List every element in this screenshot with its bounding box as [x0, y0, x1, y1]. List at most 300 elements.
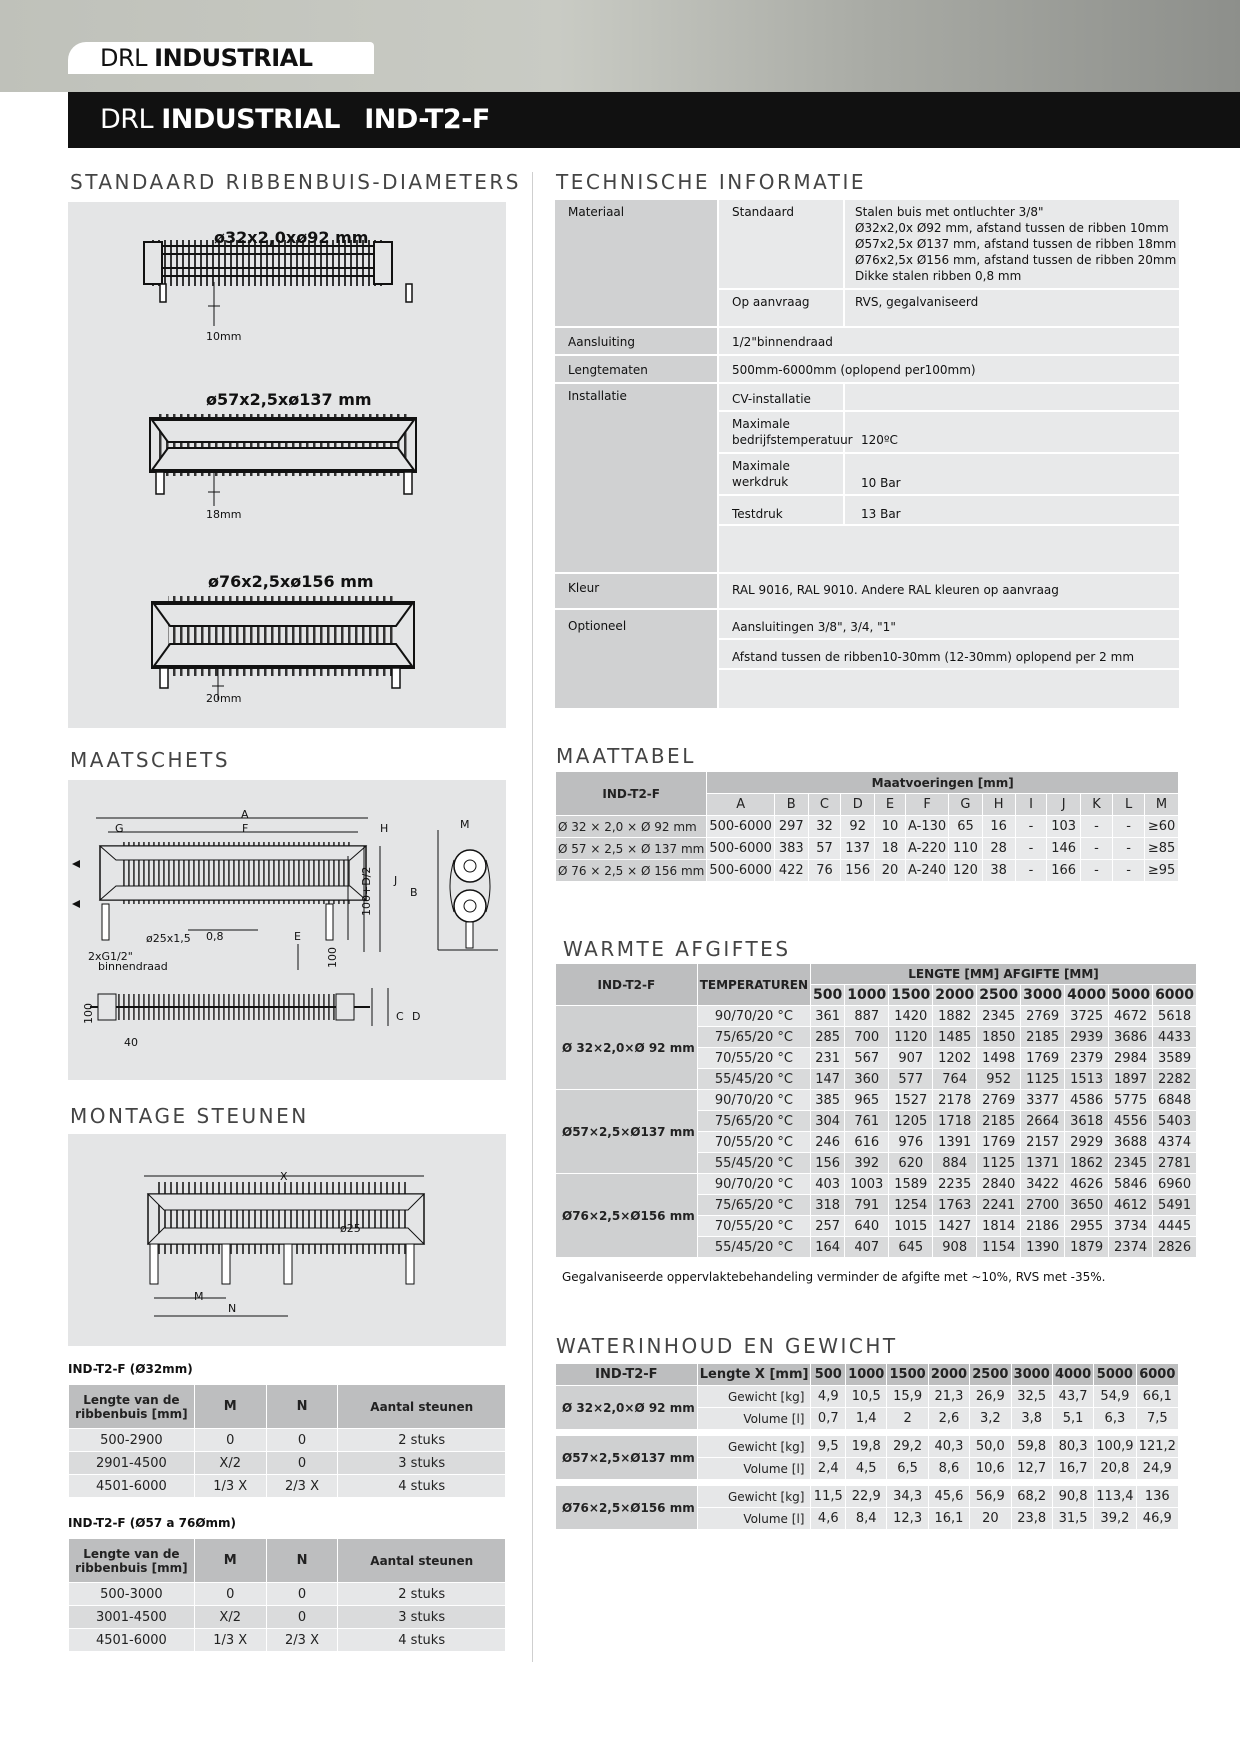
sketch-label-d2: 100+D/2 [360, 866, 373, 916]
water-gewicht-cell: 56,9 [970, 1486, 1011, 1508]
warmte-temp: 75/65/20 °C [697, 1111, 810, 1132]
warmte-cell: 1205 [889, 1111, 933, 1132]
water-volume-cell: 23,8 [1011, 1508, 1052, 1530]
warmte-cell: 2826 [1153, 1237, 1197, 1258]
tech-standaard-line-3: Ø57x2,5x Ø137 mm, afstand tussen de ribben 18mm [855, 237, 1177, 251]
warmte-cell: 3422 [1021, 1174, 1065, 1195]
warmte-cell: 1850 [977, 1027, 1021, 1048]
maattabel-col-header: J [1047, 794, 1081, 816]
maattabel-cell: ≥85 [1145, 838, 1179, 860]
radiator-57-drawing [150, 414, 416, 506]
table-row [556, 860, 1179, 882]
maattabel-col-header: G [949, 794, 983, 816]
warmte-cell: 700 [845, 1027, 889, 1048]
steunen-2-header-aantal: Aantal steunen [338, 1539, 506, 1583]
warmte-cell: 246 [811, 1132, 845, 1153]
sketch-label-08: 0,8 [206, 930, 224, 943]
maattabel-cell: 383 [774, 838, 808, 860]
warmte-cell: 2186 [1021, 1216, 1065, 1237]
maattabel-cell: 103 [1047, 816, 1081, 838]
tech-standaard-line-2: Ø32x2,0x Ø92 mm, afstand tussen de ribben 10mm [855, 221, 1169, 235]
table-row: 3001-4500 X/2 0 3 stuks [69, 1606, 506, 1629]
water-length-header: 1500 [887, 1364, 928, 1386]
warmte-cell: 4626 [1065, 1174, 1109, 1195]
montage-panel [68, 1134, 506, 1346]
maattabel-cell: 16 [982, 816, 1015, 838]
table-row [556, 1486, 1179, 1508]
warmte-cell: 1015 [889, 1216, 933, 1237]
warmte-cell: 2345 [977, 1006, 1021, 1027]
diameter-spacing-1: 10mm [206, 330, 242, 343]
sketch-label-100b: 100 [82, 1003, 95, 1024]
water-volume-cell: 3,8 [1011, 1408, 1052, 1430]
maattabel-cell: - [1015, 816, 1047, 838]
table-row: 500-2900 0 0 2 stuks [69, 1429, 506, 1452]
table-row [556, 838, 1179, 860]
warmte-note: Gegalvaniseerde oppervlaktebehandeling verminder de afgifte met ~10%, RVS met -35%. [562, 1270, 1106, 1284]
warmte-cell: 385 [811, 1090, 845, 1111]
water-length-header: Lengte X [mm] [697, 1364, 811, 1386]
water-volume-cell: 4,5 [846, 1458, 887, 1480]
warmte-cell: 1420 [889, 1006, 933, 1027]
warmte-cell: 1814 [977, 1216, 1021, 1237]
sketch-label-a: A [241, 808, 249, 821]
water-gewicht-label: Gewicht [kg] [697, 1436, 811, 1458]
warmte-temp: 90/70/20 °C [697, 1090, 810, 1111]
water-volume-cell: 3,2 [970, 1408, 1011, 1430]
maattabel-cell: 92 [841, 816, 875, 838]
maattabel-cell: - [1015, 860, 1047, 882]
warmte-model: IND-T2-F [556, 964, 698, 1006]
sketch-drawing [68, 780, 506, 1080]
warmte-length-header: 5000 [1109, 985, 1153, 1006]
sketch-label-e25: ø25x1,5 [146, 932, 191, 945]
water-gewicht-cell: 15,9 [887, 1386, 928, 1408]
sketch-label-100: 100 [326, 947, 339, 968]
water-gewicht-cell: 45,6 [928, 1486, 969, 1508]
section-title-sketch: MAATSCHETS [70, 748, 231, 772]
tech-label-standaard: Standaard [732, 205, 794, 219]
maattabel-cell: 20 [875, 860, 906, 882]
water-gewicht-cell: 59,8 [1011, 1436, 1052, 1458]
table-row: 4501-6000 1/3 X 2/3 X 4 stuks [69, 1475, 506, 1498]
warmte-cell: 1391 [933, 1132, 977, 1153]
steunen-1-header-aantal: Aantal steunen [338, 1385, 506, 1429]
water-length-header: 2000 [928, 1364, 969, 1386]
maattabel-row-label: Ø 76 × 2,5 × Ø 156 mm [556, 860, 707, 882]
warmte-cell: 2374 [1109, 1237, 1153, 1258]
warmte-temp: 70/55/20 °C [697, 1216, 810, 1237]
warmte-cell: 620 [889, 1153, 933, 1174]
water-gewicht-cell: 19,8 [846, 1436, 887, 1458]
section-title-diameters: STANDAARD RIBBENBUIS-DIAMETERS [70, 170, 521, 194]
warmte-cell: 1485 [933, 1027, 977, 1048]
diameter-caption-2: ø57x2,5xø137 mm [206, 390, 372, 409]
tech-label-op-aanvraag: Op aanvraag [732, 295, 810, 309]
water-volume-cell: 8,4 [846, 1508, 887, 1530]
maattabel-cell: 57 [808, 838, 841, 860]
warmte-temp: 55/45/20 °C [697, 1237, 810, 1258]
warmte-cell: 5846 [1109, 1174, 1153, 1195]
section-title-montage: MONTAGE STEUNEN [70, 1104, 309, 1128]
warmte-cell: 616 [845, 1132, 889, 1153]
water-gewicht-cell: 136 [1136, 1486, 1178, 1508]
tech-label-maxdruk-1: Maximale [732, 459, 790, 473]
warmte-cell: 6960 [1153, 1174, 1197, 1195]
warmte-temp: 75/65/20 °C [697, 1027, 810, 1048]
warmte-cell: 4556 [1109, 1111, 1153, 1132]
water-volume-cell: 46,9 [1136, 1508, 1178, 1530]
header-bar-title: DRL INDUSTRIAL IND-T2-F [100, 104, 490, 135]
warmte-cell: 567 [845, 1048, 889, 1069]
warmte-cell: 1769 [977, 1132, 1021, 1153]
steunen-1-header-m: M [194, 1385, 266, 1429]
maattabel-cell: A-130 [906, 816, 949, 838]
radiator-76-drawing [152, 596, 414, 700]
diameters-panel [68, 202, 506, 728]
water-volume-cell: 0,7 [811, 1408, 846, 1430]
section-title-maattabel: MAATTABEL [556, 744, 696, 768]
water-volume-cell: 20,8 [1094, 1458, 1136, 1480]
sketch-label-conn1: 2xG1/2" [88, 950, 133, 963]
maattabel-cell: 422 [774, 860, 808, 882]
warmte-cell: 1003 [845, 1174, 889, 1195]
maattabel-cell: 65 [949, 816, 983, 838]
steunen-2-header-n: N [266, 1539, 338, 1583]
warmte-cell: 1718 [933, 1111, 977, 1132]
warmte-cell: 2929 [1065, 1132, 1109, 1153]
water-volume-cell: 12,3 [887, 1508, 928, 1530]
warmte-group-label: Ø57×2,5×Ø137 mm [556, 1090, 698, 1174]
maattabel-cell: ≥95 [1145, 860, 1179, 882]
maattabel-cell: 38 [982, 860, 1015, 882]
tech-standaard-line-4: Ø76x2,5x Ø156 mm, afstand tussen de ribben 20mm [855, 253, 1177, 267]
sketch-label-b: B [410, 886, 418, 899]
water-volume-cell: 20 [970, 1508, 1011, 1530]
column-divider [532, 172, 533, 1662]
montage-label-m: M [194, 1290, 204, 1303]
warmte-cell: 908 [933, 1237, 977, 1258]
maattabel-cell: 500-6000 [707, 838, 775, 860]
water-table [555, 1363, 1179, 1530]
warmte-temp: 90/70/20 °C [697, 1006, 810, 1027]
steunen-2-header-m: M [194, 1539, 266, 1583]
warmte-cell: 5618 [1153, 1006, 1197, 1027]
section-title-warmte: WARMTE AFGIFTES [563, 937, 791, 961]
tech-value-maxtemp: 120ºC [861, 433, 898, 447]
warmte-cell: 318 [811, 1195, 845, 1216]
header-tab-brand: DRL INDUSTRIAL [100, 44, 313, 72]
warmte-cell: 1769 [1021, 1048, 1065, 1069]
tech-label-optioneel: Optioneel [568, 619, 627, 633]
warmte-cell: 2178 [933, 1090, 977, 1111]
warmte-cell: 3650 [1065, 1195, 1109, 1216]
warmte-cell: 361 [811, 1006, 845, 1027]
water-volume-cell: 39,2 [1094, 1508, 1136, 1530]
water-gewicht-cell: 11,5 [811, 1486, 846, 1508]
water-volume-cell: 6,3 [1094, 1408, 1136, 1430]
water-gewicht-cell: 9,5 [811, 1436, 846, 1458]
tech-value-maxdruk: 10 Bar [861, 476, 901, 490]
warmte-cell: 2185 [977, 1111, 1021, 1132]
water-gewicht-cell: 21,3 [928, 1386, 969, 1408]
warmte-cell: 1862 [1065, 1153, 1109, 1174]
water-volume-cell: 5,1 [1052, 1408, 1093, 1430]
diameter-caption-1: ø32x2,0xø92 mm [214, 228, 369, 247]
maattabel-cell: - [1080, 816, 1112, 838]
water-gewicht-cell: 113,4 [1094, 1486, 1136, 1508]
warmte-cell: 3589 [1153, 1048, 1197, 1069]
maattabel-cell: - [1080, 838, 1112, 860]
tech-label-maxdruk-2: werkdruk [732, 475, 789, 489]
water-gewicht-cell: 80,3 [1052, 1436, 1093, 1458]
table-row: 2901-4500 X/2 0 3 stuks [69, 1452, 506, 1475]
warmte-cell: 4586 [1065, 1090, 1109, 1111]
warmte-cell: 1371 [1021, 1153, 1065, 1174]
warmte-cell: 577 [889, 1069, 933, 1090]
maattabel-cell: A-220 [906, 838, 949, 860]
table-row [556, 816, 1179, 838]
warmte-cell: 1763 [933, 1195, 977, 1216]
warmte-cell: 2241 [977, 1195, 1021, 1216]
tech-label-testdruk: Testdruk [732, 507, 783, 521]
water-group-label: Ø57×2,5×Ø137 mm [556, 1436, 698, 1480]
tech-value-kleur: RAL 9016, RAL 9010. Andere RAL kleuren op aanvraag [732, 583, 1059, 597]
warmte-cell: 1125 [1021, 1069, 1065, 1090]
warmte-cell: 2185 [1021, 1027, 1065, 1048]
water-group-label: Ø76×2,5×Ø156 mm [556, 1486, 698, 1530]
diameters-drawings [68, 202, 506, 728]
warmte-temp: 75/65/20 °C [697, 1195, 810, 1216]
table-row [556, 1006, 1197, 1027]
warmte-length-header: 4000 [1065, 985, 1109, 1006]
water-volume-cell: 2 [887, 1408, 928, 1430]
radiator-32-drawing [144, 240, 412, 326]
warmte-temp: 70/55/20 °C [697, 1048, 810, 1069]
steunen-table-2 [68, 1538, 506, 1652]
warmte-cell: 1254 [889, 1195, 933, 1216]
water-volume-cell: 24,9 [1136, 1458, 1178, 1480]
sketch-label-c: C [396, 1010, 404, 1023]
section-title-technical: TECHNISCHE INFORMATIE [556, 170, 867, 194]
warmte-length-header: 1000 [845, 985, 889, 1006]
maattabel-cell: - [1080, 860, 1112, 882]
warmte-length-header: 2000 [933, 985, 977, 1006]
maattabel-row-label: Ø 32 × 2,0 × Ø 92 mm [556, 816, 707, 838]
warmte-cell: 1390 [1021, 1237, 1065, 1258]
tech-standaard-line-5: Dikke stalen ribben 0,8 mm [855, 269, 1022, 283]
table-row [556, 1436, 1179, 1458]
water-volume-label: Volume [l] [697, 1408, 811, 1430]
maattabel-col-header: I [1015, 794, 1047, 816]
warmte-cell: 2700 [1021, 1195, 1065, 1216]
maattabel-cell: ≥60 [1145, 816, 1179, 838]
montage-label-x: X [280, 1170, 288, 1183]
warmte-temp: 55/45/20 °C [697, 1153, 810, 1174]
section-title-water: WATERINHOUD EN GEWICHT [556, 1334, 898, 1358]
warmte-cell: 407 [845, 1237, 889, 1258]
warmte-cell: 3734 [1109, 1216, 1153, 1237]
water-gewicht-label: Gewicht [kg] [697, 1386, 811, 1408]
maattabel-col-header: E [875, 794, 906, 816]
warmte-group-header: LENGTE [MM] AFGIFTE [MM] [811, 964, 1197, 985]
water-length-header: 1000 [846, 1364, 887, 1386]
water-volume-cell: 2,6 [928, 1408, 969, 1430]
tech-label-maxtemp-2: bedrijfstemperatuur [732, 433, 853, 447]
maattabel-cell: 110 [949, 838, 983, 860]
warmte-temp: 90/70/20 °C [697, 1174, 810, 1195]
warmte-cell: 2157 [1021, 1132, 1065, 1153]
maattabel-col-header: B [774, 794, 808, 816]
maattabel-cell: 28 [982, 838, 1015, 860]
warmte-cell: 764 [933, 1069, 977, 1090]
maattabel-cell: 297 [774, 816, 808, 838]
technical-table [555, 200, 1179, 708]
water-length-header: 500 [811, 1364, 846, 1386]
tech-value-testdruk: 13 Bar [861, 507, 901, 521]
warmte-cell: 3686 [1109, 1027, 1153, 1048]
water-gewicht-label: Gewicht [kg] [697, 1486, 811, 1508]
warmte-cell: 976 [889, 1132, 933, 1153]
water-volume-label: Volume [l] [697, 1458, 811, 1480]
warmte-length-header: 2500 [977, 985, 1021, 1006]
warmte-group-label: Ø 32×2,0×Ø 92 mm [556, 1006, 698, 1090]
warmte-cell: 645 [889, 1237, 933, 1258]
maattabel-cell: - [1113, 838, 1145, 860]
table-row [556, 1090, 1197, 1111]
water-gewicht-cell: 100,9 [1094, 1436, 1136, 1458]
water-volume-cell: 16,1 [928, 1508, 969, 1530]
table-row: 4501-6000 1/3 X 2/3 X 4 stuks [69, 1629, 506, 1652]
water-gewicht-cell: 22,9 [846, 1486, 887, 1508]
table-row [556, 1386, 1179, 1408]
sketch-label-f: F [242, 822, 249, 835]
diameter-spacing-3: 20mm [206, 692, 242, 705]
water-volume-cell: 1,4 [846, 1408, 887, 1430]
warmte-cell: 4374 [1153, 1132, 1197, 1153]
warmte-cell: 2939 [1065, 1027, 1109, 1048]
warmte-cell: 2769 [977, 1090, 1021, 1111]
warmte-cell: 952 [977, 1069, 1021, 1090]
water-gewicht-cell: 29,2 [887, 1436, 928, 1458]
tech-value-aansluiting: 1/2"binnendraad [732, 335, 833, 349]
montage-label-d25: ø25 [340, 1222, 361, 1235]
warmte-temp: 55/45/20 °C [697, 1069, 810, 1090]
water-gewicht-cell: 32,5 [1011, 1386, 1052, 1408]
tech-value-optioneel-1: Aansluitingen 3/8", 3/4, "1" [732, 620, 896, 634]
sketch-label-m: M [460, 818, 470, 831]
warmte-cell: 3618 [1065, 1111, 1109, 1132]
maattabel-col-header: F [906, 794, 949, 816]
water-length-header: 6000 [1136, 1364, 1178, 1386]
warmte-cell: 4433 [1153, 1027, 1197, 1048]
warmte-cell: 285 [811, 1027, 845, 1048]
water-gewicht-cell: 50,0 [970, 1436, 1011, 1458]
sketch-label-conn2: binnendraad [98, 960, 168, 973]
maattabel-group-header: Maatvoeringen [mm] [707, 772, 1179, 794]
warmte-temp-header: TEMPERATUREN [697, 964, 810, 1006]
warmte-cell: 884 [933, 1153, 977, 1174]
maattabel-cell: 120 [949, 860, 983, 882]
warmte-cell: 640 [845, 1216, 889, 1237]
water-volume-cell: 8,6 [928, 1458, 969, 1480]
maattabel-cell: 500-6000 [707, 816, 775, 838]
maattabel-cell: 146 [1047, 838, 1081, 860]
maattabel-cell: 137 [841, 838, 875, 860]
tech-label-kleur: Kleur [568, 581, 600, 595]
warmte-cell: 2769 [1021, 1006, 1065, 1027]
water-volume-label: Volume [l] [697, 1508, 811, 1530]
maattabel-cell: - [1113, 816, 1145, 838]
warmte-cell: 761 [845, 1111, 889, 1132]
warmte-cell: 1202 [933, 1048, 977, 1069]
warmte-cell: 2235 [933, 1174, 977, 1195]
warmte-cell: 1125 [977, 1153, 1021, 1174]
maattabel-col-header: K [1080, 794, 1112, 816]
warmte-cell: 403 [811, 1174, 845, 1195]
steunen-caption-1: IND-T2-F (Ø32mm) [68, 1362, 193, 1376]
water-gewicht-cell: 10,5 [846, 1386, 887, 1408]
warmte-cell: 3688 [1109, 1132, 1153, 1153]
tech-value-lengtematen: 500mm-6000mm (oplopend per100mm) [732, 363, 976, 377]
warmte-cell: 2379 [1065, 1048, 1109, 1069]
warmte-cell: 3377 [1021, 1090, 1065, 1111]
warmte-cell: 4612 [1109, 1195, 1153, 1216]
sketch-label-e: E [294, 930, 301, 943]
water-gewicht-cell: 4,9 [811, 1386, 846, 1408]
steunen-1-header-length: Lengte van de ribbenbuis [mm] [69, 1385, 195, 1429]
sketch-label-g: G [115, 822, 124, 835]
water-length-header: 4000 [1052, 1364, 1093, 1386]
tech-label-cv: CV-installatie [732, 392, 811, 406]
warmte-cell: 156 [811, 1153, 845, 1174]
maattabel-model: IND-T2-F [556, 772, 707, 816]
warmte-table [555, 963, 1197, 1258]
water-volume-cell: 6,5 [887, 1458, 928, 1480]
montage-drawing [68, 1134, 506, 1346]
steunen-table-1 [68, 1384, 506, 1498]
water-volume-cell: 7,5 [1136, 1408, 1178, 1430]
water-gewicht-cell: 26,9 [970, 1386, 1011, 1408]
diameter-caption-3: ø76x2,5xø156 mm [208, 572, 374, 591]
maattabel-col-header: H [982, 794, 1015, 816]
water-gewicht-cell: 68,2 [1011, 1486, 1052, 1508]
warmte-length-header: 1500 [889, 985, 933, 1006]
maattabel-cell: - [1015, 838, 1047, 860]
warmte-cell: 2984 [1109, 1048, 1153, 1069]
warmte-cell: 4672 [1109, 1006, 1153, 1027]
tech-label-materiaal: Materiaal [568, 205, 625, 219]
maattabel-table [555, 771, 1179, 882]
maattabel-cell: 10 [875, 816, 906, 838]
maattabel-cell: 166 [1047, 860, 1081, 882]
water-gewicht-cell: 43,7 [1052, 1386, 1093, 1408]
sketch-panel [68, 780, 506, 1080]
warmte-cell: 1527 [889, 1090, 933, 1111]
warmte-cell: 1879 [1065, 1237, 1109, 1258]
maattabel-col-header: M [1145, 794, 1179, 816]
warmte-cell: 5775 [1109, 1090, 1153, 1111]
sketch-label-j: J [394, 874, 398, 887]
diameter-spacing-2: 18mm [206, 508, 242, 521]
warmte-cell: 1498 [977, 1048, 1021, 1069]
water-length-header: 3000 [1011, 1364, 1052, 1386]
maattabel-col-header: C [808, 794, 841, 816]
warmte-cell: 1154 [977, 1237, 1021, 1258]
warmte-cell: 5403 [1153, 1111, 1197, 1132]
water-gewicht-cell: 54,9 [1094, 1386, 1136, 1408]
montage-label-n: N [228, 1302, 237, 1315]
